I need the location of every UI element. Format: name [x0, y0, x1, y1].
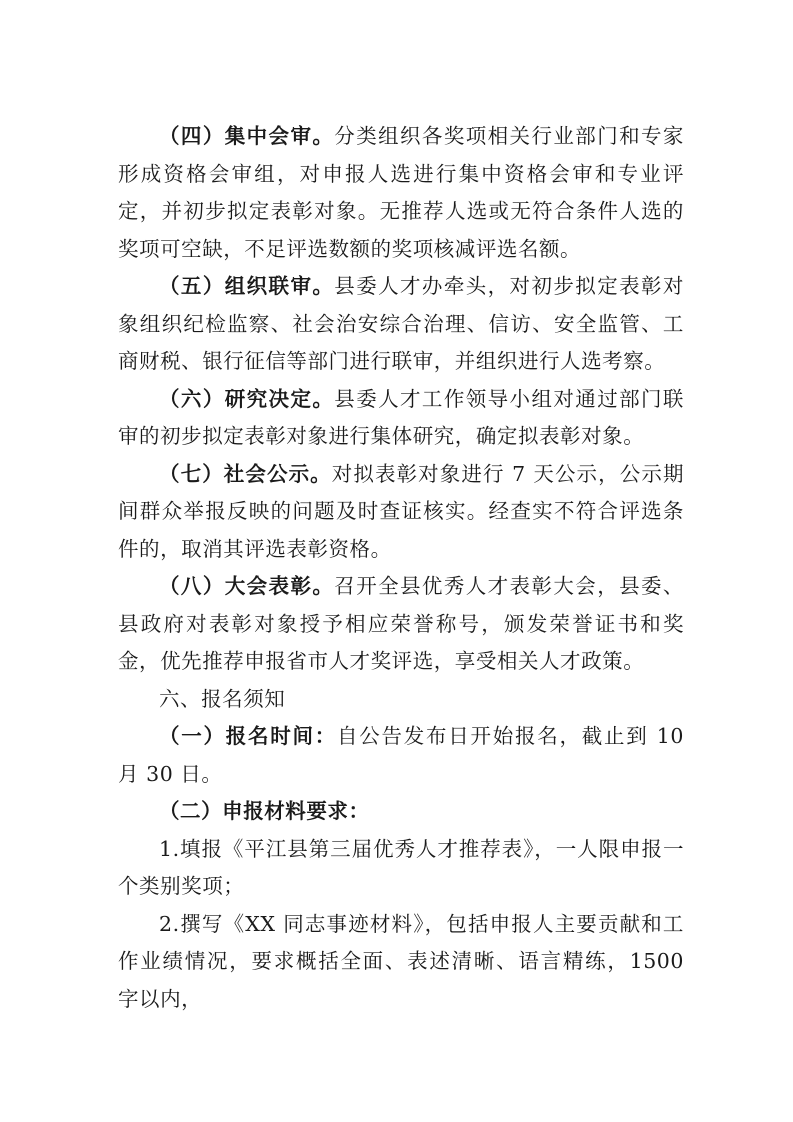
section-review-lead: （四）集中会审。 — [159, 124, 335, 148]
section-joint-review-text: 县委人才办牵头，对初步拟定表彰对象组织纪检监察、社会治安综合治理、信访、安全监管、工商财税、银行征信等部门进行联审，并组织进行人选考察。 — [118, 274, 684, 373]
materials-item-2: 2.撰写《XX 同志事迹材料》，包括申报人主要贡献和工作业绩情况，要求概括全面、表述清晰、语言精练，1500 字以内， — [118, 911, 684, 1011]
section-review — [118, 118, 684, 268]
section-decision-lead: （六）研究决定。 — [159, 386, 335, 411]
document-body — [118, 118, 684, 1018]
materials-item-1: 1.填报《平江县第三届优秀人才推荐表》，一人限申报一个类别奖项； — [118, 836, 684, 898]
materials-lead: （二）申报材料要求： — [159, 799, 370, 823]
section-joint-review — [118, 268, 684, 381]
section-decision-text: 县委人才工作领导小组对通过部门联审的初步拟定表彰对象进行集体研究，确定拟表彰对象。 — [118, 386, 684, 448]
section-heading-signup: 六、报名须知 — [159, 686, 286, 711]
section-ceremony-lead: （八）大会表彰。 — [159, 574, 335, 598]
section-joint-review-lead: （五）组织联审。 — [159, 274, 335, 298]
signup-time — [118, 718, 684, 793]
materials-heading — [118, 793, 684, 831]
signup-time-lead: （一）报名时间： — [159, 724, 338, 748]
section-ceremony — [118, 568, 684, 681]
section-decision — [118, 381, 684, 456]
section-public-notice — [118, 456, 684, 569]
section-public-notice-lead: （七）社会公示。 — [159, 461, 332, 486]
section-review-text: 分类组织各奖项相关行业部门和专家形成资格会审组，对申报人选进行集中资格会审和专业评定，并初步拟定表彰对象。无推荐人选或无符合条件人选的奖项可空缺，不足评选数额的奖项核减评选名额。 — [118, 124, 684, 261]
section-public-notice-text: 对拟表彰对象进行 7 天公示，公示期间群众举报反映的问题及时查证核实。经查实不符合评选条件的，取消其评选表彰资格。 — [118, 461, 684, 561]
signup-time-text: 自公告发布日开始报名，截止到 10 月 30 日。 — [118, 724, 684, 786]
section-ceremony-text: 召开全县优秀人才表彰大会，县委、县政府对表彰对象授予相应荣誉称号，颁发荣誉证书和奖金，优先推荐申报省市人才奖评选，享受相关人才政策。 — [118, 574, 684, 673]
